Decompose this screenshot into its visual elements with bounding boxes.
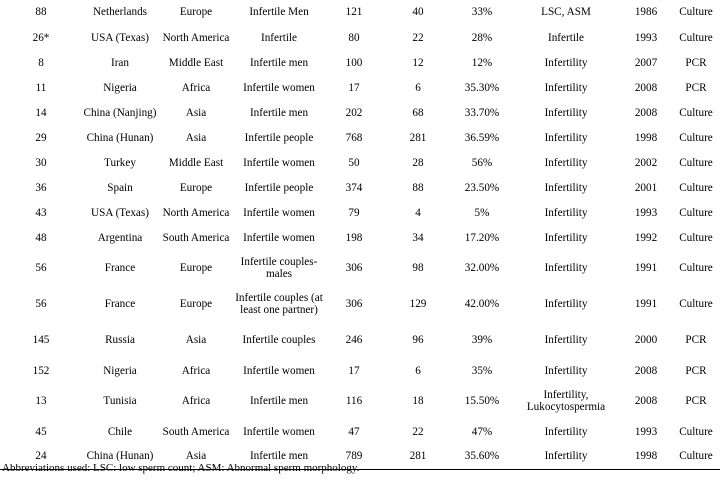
table-row	[0, 286, 720, 322]
cell-clinical-condition: Infertility	[544, 231, 588, 244]
cell-reference: 29	[35, 131, 47, 144]
cell-population: Infertile	[260, 31, 298, 44]
cell-population: Infertile couples-males	[240, 256, 318, 280]
cell-clinical-condition: Infertility	[544, 81, 588, 94]
cell-positive: 12	[412, 56, 424, 69]
cell-positive: 96	[412, 334, 424, 346]
cell-year: 2002	[634, 156, 658, 169]
cell-region: Africa	[181, 395, 211, 407]
cell-country: USA (Texas)	[91, 206, 149, 219]
cell-country: China (Hunan)	[86, 131, 154, 144]
table-row	[0, 225, 720, 250]
cell-region: North America	[162, 31, 230, 44]
table-row	[0, 250, 720, 286]
cell-year: 1991	[634, 298, 658, 310]
cell-country: Nigeria	[103, 364, 137, 377]
cell-prevalence: 15.50%	[464, 395, 500, 407]
cell-prevalence: 33%	[471, 6, 493, 18]
cell-positive: 34	[412, 231, 424, 244]
cell-method: Culture	[679, 425, 713, 438]
cell-clinical-condition: Infertility	[544, 425, 588, 438]
cell-year: 1998	[634, 131, 658, 144]
cell-year: 2001	[634, 181, 658, 194]
cell-year: 2000	[634, 334, 658, 346]
cell-region: Middle East	[168, 156, 224, 169]
cell-country: Russia	[105, 334, 135, 346]
cell-year: 1991	[634, 262, 658, 274]
table-row	[0, 358, 720, 383]
cell-positive: 6	[415, 364, 421, 377]
cell-year: 1993	[634, 31, 658, 44]
cell-country: USA (Texas)	[91, 31, 149, 44]
cell-country: France	[104, 298, 136, 310]
cell-clinical-condition: Infertility	[544, 298, 588, 310]
cell-clinical-condition: Infertile	[547, 31, 585, 44]
footnote: Abbreviations used: LSC: low sperm count; ASM: Abnormal sperm morphology.	[2, 462, 360, 474]
cell-prevalence: 23.50%	[464, 181, 500, 194]
cell-method: PCR	[685, 56, 707, 69]
cell-total: 17	[348, 81, 360, 94]
cell-method: PCR	[685, 395, 707, 407]
cell-clinical-condition: Infertility, Lukocytospermia	[526, 389, 606, 413]
cell-region: Europe	[179, 298, 213, 310]
cell-prevalence: 28%	[471, 31, 493, 44]
cell-population: Infertile men	[249, 106, 309, 119]
cell-method: Culture	[679, 298, 713, 310]
cell-region: South America	[162, 425, 230, 438]
cell-region: Asia	[185, 131, 207, 144]
cell-method: Culture	[679, 31, 713, 44]
cell-year: 2008	[634, 81, 658, 94]
cell-year: 2008	[634, 364, 658, 377]
cell-reference: 56	[35, 298, 47, 310]
cell-clinical-condition: Infertility	[544, 56, 588, 69]
cell-population: Infertile women	[243, 231, 315, 244]
cell-population: Infertile couples (at least one partner)	[235, 292, 323, 316]
cell-region: Middle East	[168, 56, 224, 69]
cell-clinical-condition: Infertility	[544, 181, 588, 194]
cell-prevalence: 35%	[471, 364, 493, 377]
cell-clinical-condition: Infertility	[544, 156, 588, 169]
cell-year: 2007	[634, 56, 658, 69]
cell-region: South America	[162, 231, 230, 244]
cell-population: Infertile men	[234, 444, 324, 469]
cell-reference: 14	[35, 106, 47, 119]
cell-positive: 40	[412, 6, 424, 18]
cell-reference: 30	[35, 156, 47, 169]
cell-reference: 88	[35, 6, 47, 18]
cell-prevalence: 17.20%	[464, 231, 500, 244]
cell-prevalence: 35.30%	[464, 81, 500, 94]
cell-positive: 88	[412, 181, 424, 194]
cell-total: 80	[348, 31, 360, 44]
cell-reference: 36	[35, 181, 47, 194]
table-row	[0, 75, 720, 100]
cell-year: 1993	[634, 206, 658, 219]
cell-positive: 68	[412, 106, 424, 119]
table-row	[0, 419, 720, 444]
cell-population: Infertile women	[243, 81, 315, 94]
cell-population: Infertile men	[249, 56, 309, 69]
cell-positive: 281	[384, 444, 452, 469]
cell-country: Iran	[110, 56, 129, 69]
cell-method: Culture	[679, 231, 713, 244]
cell-total: 202	[345, 106, 363, 119]
cell-prevalence: 35.60%	[452, 444, 512, 469]
cell-prevalence: 42.00%	[464, 298, 500, 310]
cell-prevalence: 33.70%	[464, 106, 500, 119]
cell-year: 1998	[620, 444, 672, 469]
cell-year: 1992	[634, 231, 658, 244]
cell-country: China (Hunan)	[82, 444, 158, 469]
cell-country: Turkey	[104, 156, 136, 169]
cell-reference: 45	[35, 425, 47, 438]
cell-total: 306	[345, 262, 363, 274]
cell-region: North America	[162, 206, 230, 219]
cell-total: 79	[348, 206, 360, 219]
cell-country: Spain	[107, 181, 133, 194]
cell-method: Culture	[679, 6, 713, 18]
cell-total: 306	[345, 298, 363, 310]
cell-method: Culture	[679, 106, 713, 119]
table-row	[0, 0, 720, 25]
cell-positive: 98	[412, 262, 424, 274]
cell-region: Europe	[179, 6, 213, 18]
table-row	[0, 100, 720, 125]
cell-method: Culture	[679, 206, 713, 219]
cell-method: Culture	[679, 262, 713, 274]
cell-reference: 152	[32, 364, 50, 377]
cell-country: Nigeria	[103, 81, 137, 94]
cell-clinical-condition: Infertility	[544, 106, 588, 119]
cell-clinical-condition: Infertility	[512, 444, 620, 469]
cell-year: 2008	[634, 106, 658, 119]
cell-reference: 8	[38, 56, 44, 69]
cell-population: Infertile women	[243, 206, 315, 219]
cell-population: Infertile men	[249, 395, 309, 407]
cell-reference: 26*	[32, 31, 50, 44]
cell-total: 50	[348, 156, 360, 169]
cell-region: Asia	[185, 106, 207, 119]
cell-reference: 11	[35, 81, 47, 94]
cell-total: 789	[324, 444, 384, 469]
cell-method: Culture	[672, 444, 720, 469]
cell-positive: 4	[415, 206, 421, 219]
table-row	[0, 322, 720, 358]
cell-reference: 48	[35, 231, 47, 244]
cell-region: Europe	[179, 262, 213, 274]
cell-country: Argentina	[97, 231, 143, 244]
cell-clinical-condition: Infertility	[544, 262, 588, 274]
cell-positive: 6	[415, 81, 421, 94]
cell-clinical-condition: Infertility	[544, 364, 588, 377]
cell-population: Infertile women	[243, 364, 315, 377]
cell-year: 1993	[634, 425, 658, 438]
table-row	[0, 175, 720, 200]
cell-method: Culture	[679, 131, 713, 144]
cell-total: 100	[345, 56, 363, 69]
cell-prevalence: 56%	[471, 156, 493, 169]
cell-population: Infertile women	[243, 425, 315, 438]
cell-reference: 13	[35, 395, 47, 407]
cell-clinical-condition: LSC, ASM	[541, 6, 591, 18]
cell-total: 768	[345, 131, 363, 144]
cell-clinical-condition: Infertility	[544, 131, 588, 144]
cell-clinical-condition: Infertility	[544, 334, 588, 346]
cell-method: PCR	[685, 81, 707, 94]
cell-method: PCR	[685, 364, 707, 377]
cell-country: Tunisia	[103, 395, 137, 407]
cell-country: Chile	[107, 425, 133, 438]
table-row	[0, 150, 720, 175]
table-row	[0, 25, 720, 50]
cell-total: 17	[348, 364, 360, 377]
cell-reference: 43	[35, 206, 47, 219]
cell-positive: 18	[412, 395, 424, 407]
table-row	[0, 125, 720, 150]
cell-prevalence: 39%	[471, 334, 493, 346]
cell-year: 2008	[634, 395, 658, 407]
cell-total: 374	[345, 181, 363, 194]
cell-region: Europe	[179, 181, 213, 194]
cell-population: Infertile people	[244, 131, 314, 144]
cell-total: 121	[345, 6, 363, 18]
cell-prevalence: 36.59%	[464, 131, 500, 144]
cell-population: Infertile people	[244, 181, 314, 194]
cell-population: Infertile women	[243, 156, 315, 169]
cell-region: Asia	[158, 444, 234, 469]
cell-prevalence: 32.00%	[464, 262, 500, 274]
table-row	[0, 383, 720, 419]
cell-total: 198	[345, 231, 363, 244]
cell-year: 1986	[634, 6, 658, 18]
cell-reference: 145	[32, 334, 50, 346]
cell-region: Africa	[181, 364, 211, 377]
cell-positive: 22	[412, 425, 424, 438]
cell-prevalence: 5%	[474, 206, 490, 219]
cell-region: Africa	[181, 81, 211, 94]
table-row	[0, 50, 720, 75]
cell-positive: 28	[412, 156, 424, 169]
cell-region: Asia	[185, 334, 207, 346]
cell-positive: 22	[412, 31, 424, 44]
cell-positive: 129	[409, 298, 427, 310]
cell-method: Culture	[679, 181, 713, 194]
cell-clinical-condition: Infertility	[544, 206, 588, 219]
cell-total: 246	[345, 334, 363, 346]
cell-reference: 24	[0, 444, 82, 469]
cell-country: Netherlands	[92, 6, 148, 18]
cell-prevalence: 12%	[471, 56, 493, 69]
cell-total: 47	[348, 425, 360, 438]
cell-positive: 281	[409, 131, 427, 144]
cell-reference: 56	[35, 262, 47, 274]
cell-population: Infertile couples	[242, 334, 316, 346]
cell-prevalence: 47%	[471, 425, 493, 438]
cell-country: France	[104, 262, 136, 274]
cell-method: PCR	[685, 334, 707, 346]
cell-total: 116	[345, 395, 363, 407]
cell-population: Infertile Men	[249, 6, 309, 18]
cell-method: Culture	[679, 156, 713, 169]
cell-country: China (Nanjing)	[83, 106, 157, 119]
table-row	[0, 200, 720, 225]
